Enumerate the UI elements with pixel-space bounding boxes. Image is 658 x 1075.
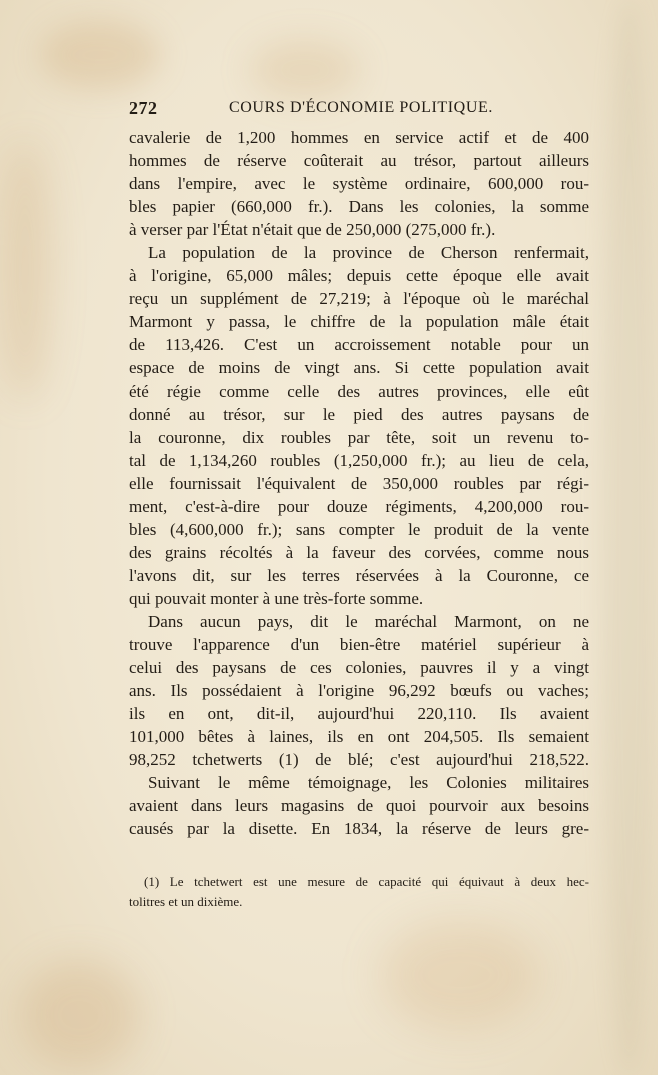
text-line: avaient dans leurs magasins de quoi pourvoir aux besoins (129, 796, 589, 816)
text-line: bles papier (660,000 fr.). Dans les colonies, la somme (129, 197, 589, 217)
text-line: ment, c'est-à-dire pour douze régiments, 4,200,000 rou- (129, 496, 589, 516)
text-line: de 113,426. C'est un accroissement notable pour un (129, 335, 589, 355)
text-line: hommes de réserve coûterait au trésor, partout ailleurs (129, 151, 589, 171)
text-line: donné au trésor, sur le pied des autres paysans de (129, 404, 589, 424)
text-line: tal de 1,134,260 roubles (1,250,000 fr.); au lieu de cela, (129, 450, 589, 470)
text-line: La population de la province de Cherson renfermait, (148, 243, 589, 263)
foxing-stain (0, 140, 50, 400)
text-line: cavalerie de 1,200 hommes en service actif et de 400 (129, 128, 589, 147)
text-line: trouve l'apparence d'un bien-être matériel supérieur à (129, 635, 589, 655)
text-line: la couronne, dix roubles par tête, soit un revenu to- (129, 427, 589, 447)
page-header (129, 98, 589, 124)
text-line: 98,252 tchetwerts (1) de blé; c'est aujourd'hui 218,522. (129, 750, 589, 770)
text-line: Suivant le même témoignage, les Colonies militaires (148, 773, 589, 793)
text-line: qui pouvait monter à une très-forte somme. (129, 588, 424, 608)
text-line: à l'origine, 65,000 mâles; depuis cette époque elle avait (129, 266, 589, 286)
text-line: dans l'empire, avec le système ordinaire, 600,000 rou- (129, 174, 589, 194)
text-line: ans. Ils possédaient à l'origine 96,292 bœufs ou vaches; (129, 681, 589, 701)
text-line: ils en ont, dit-il, aujourd'hui 220,110. Ils avaient (129, 704, 589, 724)
text-line: l'avons dit, sur les terres réservées à la Couronne, ce (129, 565, 589, 585)
text-line: celui des paysans de ces colonies, pauvres il y a vingt (129, 658, 589, 678)
footnote-line: tolitres et un dixième. (129, 894, 243, 909)
text-line: à verser par l'État n'était que de 250,000 (275,000 fr.). (129, 220, 496, 240)
footnote-line: (1) Le tchetwert est une mesure de capacité qui équivaut à deux hec- (144, 874, 589, 889)
text-line: été régie comme celle des autres provinces, elle eût (129, 381, 589, 401)
text-line: Marmont y passa, le chiffre de la population mâle était (129, 312, 589, 332)
foxing-stain (250, 40, 360, 100)
text-line: Dans aucun pays, dit le maréchal Marmont, on ne (148, 611, 589, 631)
page-edge-shadow (600, 0, 658, 1075)
text-line: espace de moins de vingt ans. Si cette population avait (129, 358, 589, 378)
foxing-stain (20, 960, 140, 1070)
text-line: bles (4,600,000 fr.); sans compter le produit de la vente (129, 519, 589, 539)
footnote (129, 872, 589, 912)
text-line: des grains récoltés à la faveur des corvées, comme nous (129, 542, 589, 562)
running-head: COURS D'ÉCONOMIE POLITIQUE. (229, 99, 493, 116)
text-line: causés par la disette. En 1834, la réserve de leurs gre- (129, 819, 589, 839)
foxing-stain (380, 920, 540, 1030)
text-line: elle fournissait l'équivalent de 350,000 roubles par régi- (129, 473, 589, 493)
foxing-stain (40, 20, 160, 90)
text-line: reçu un supplément de 27,219; à l'époque où le maréchal (129, 289, 589, 309)
page-number: 272 (129, 98, 158, 118)
body-text (129, 126, 589, 840)
text-line: 101,000 bêtes à laines, ils en ont 204,505. Ils semaient (129, 727, 589, 747)
